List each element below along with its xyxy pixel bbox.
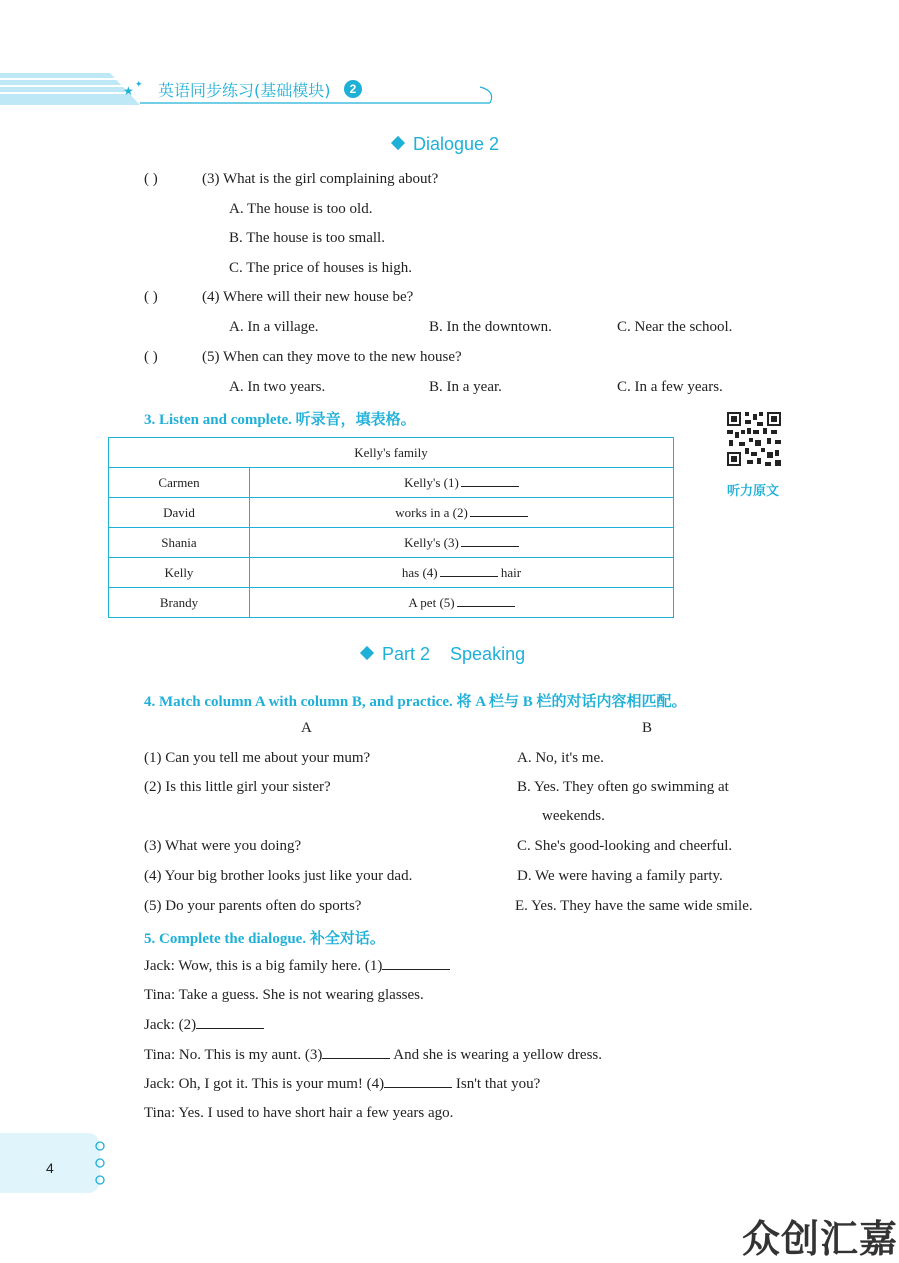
table-row [109, 528, 674, 558]
blank-1[interactable] [461, 474, 519, 487]
a-item-5: (5) Do your parents often do sports? [144, 898, 362, 914]
row-name: Kelly [109, 558, 250, 588]
dialogue-line-1: Jack: Wow, this is a big family here. (1) [144, 957, 450, 975]
q4-option-c: C. Near the school. [617, 319, 733, 335]
q3-option-a: A. The house is too old. [229, 201, 373, 217]
qr-label: 听力原文 [727, 484, 780, 499]
a-item-3: (3) What were you doing? [144, 838, 302, 854]
task3-heading: 3. Listen and complete. 听录音，填表格。 [144, 412, 416, 428]
row-value: Kelly's (1) [250, 468, 674, 498]
row-value: A pet (5) [250, 588, 674, 618]
q3-option-c: C. The price of houses is high. [229, 260, 413, 276]
q5-option-b: B. In a year. [429, 379, 502, 395]
dialogue-line-3: Jack: (2) [144, 1016, 264, 1034]
part2-heading: Part 2 Speaking [362, 644, 525, 665]
question-4: ( ) (4) Where will their new house be? [144, 289, 414, 305]
table-row [109, 588, 674, 618]
dialogue-blank-3[interactable] [322, 1046, 390, 1059]
blank-2[interactable] [470, 504, 528, 517]
table-title: Kelly's family [109, 438, 674, 468]
table-row [109, 558, 674, 588]
question-3: ( ) (3) What is the girl complaining about? [144, 171, 439, 187]
a-item-2: (2) Is this little girl your sister? [144, 779, 331, 795]
decor-circles-icon [92, 1138, 108, 1188]
diamond-icon [360, 646, 374, 660]
q5-option-c: C. In a few years. [617, 379, 723, 395]
q5-option-a: A. In two years. [229, 379, 326, 395]
q3-option-b: B. The house is too small. [229, 230, 385, 246]
header-title: 英语同步练习(基础模块) [158, 81, 331, 100]
question-5: ( ) (5) When can they move to the new house? [144, 349, 462, 365]
b-item-b-cont: weekends. [542, 808, 605, 824]
dialogue-blank-1[interactable] [382, 957, 450, 970]
q4-option-a: A. In a village. [229, 319, 319, 335]
dialogue-line-2: Tina: Take a guess. She is not wearing glasses. [144, 987, 424, 1003]
qr-code-icon[interactable] [725, 410, 783, 468]
q4-option-b: B. In the downtown. [429, 319, 552, 335]
row-name: David [109, 498, 250, 528]
column-a-label: A [301, 720, 312, 736]
dialogue2-heading: Dialogue 2 [393, 134, 499, 155]
dialogue-line-4: Tina: No. This is my aunt. (3) And she is wearing a yellow dress. [144, 1047, 603, 1063]
diamond-icon [391, 136, 405, 150]
task4-heading: 4. Match column A with column B, and practice. 将 A 栏与 B 栏的对话内容相匹配。 [144, 694, 687, 710]
dialogue-blank-4[interactable] [384, 1075, 452, 1088]
column-b-label: B [642, 720, 653, 736]
table-row [109, 468, 674, 498]
row-name: Brandy [109, 588, 250, 618]
row-value: has (4) hair [250, 558, 674, 588]
dialogue-blank-2[interactable] [196, 1016, 264, 1029]
page-number: 4 [46, 1160, 54, 1176]
row-value: works in a (2) [250, 498, 674, 528]
b-item-e: E. Yes. They have the same wide smile. [515, 898, 753, 914]
row-name: Carmen [109, 468, 250, 498]
task5-heading: 5. Complete the dialogue. 补全对话。 [144, 931, 385, 947]
dialogue-line-5: Jack: Oh, I got it. This is your mum! (4) Isn't that you? [144, 1076, 541, 1092]
svg-text:★: ★ [123, 84, 134, 98]
row-value: Kelly's (3) [250, 528, 674, 558]
blank-5[interactable] [457, 594, 515, 607]
b-item-a: A. No, it's me. [517, 750, 604, 766]
kelly-family-table [108, 437, 674, 618]
table-row [109, 498, 674, 528]
a-item-1: (1) Can you tell me about your mum? [144, 750, 371, 766]
a-item-4: (4) Your big brother looks just like your dad. [144, 868, 413, 884]
dialogue-line-6: Tina: Yes. I used to have short hair a few years ago. [144, 1105, 454, 1121]
b-item-b: B. Yes. They often go swimming at [517, 779, 729, 795]
svg-text:✦: ✦ [135, 79, 143, 89]
header-number-badge: 2 [344, 80, 362, 98]
b-item-c: C. She's good-looking and cheerful. [517, 838, 733, 854]
b-item-d: D. We were having a family party. [517, 868, 723, 884]
blank-3[interactable] [461, 534, 519, 547]
blank-4[interactable] [440, 564, 498, 577]
watermark: 众创汇嘉 [742, 1217, 899, 1261]
row-name: Shania [109, 528, 250, 558]
